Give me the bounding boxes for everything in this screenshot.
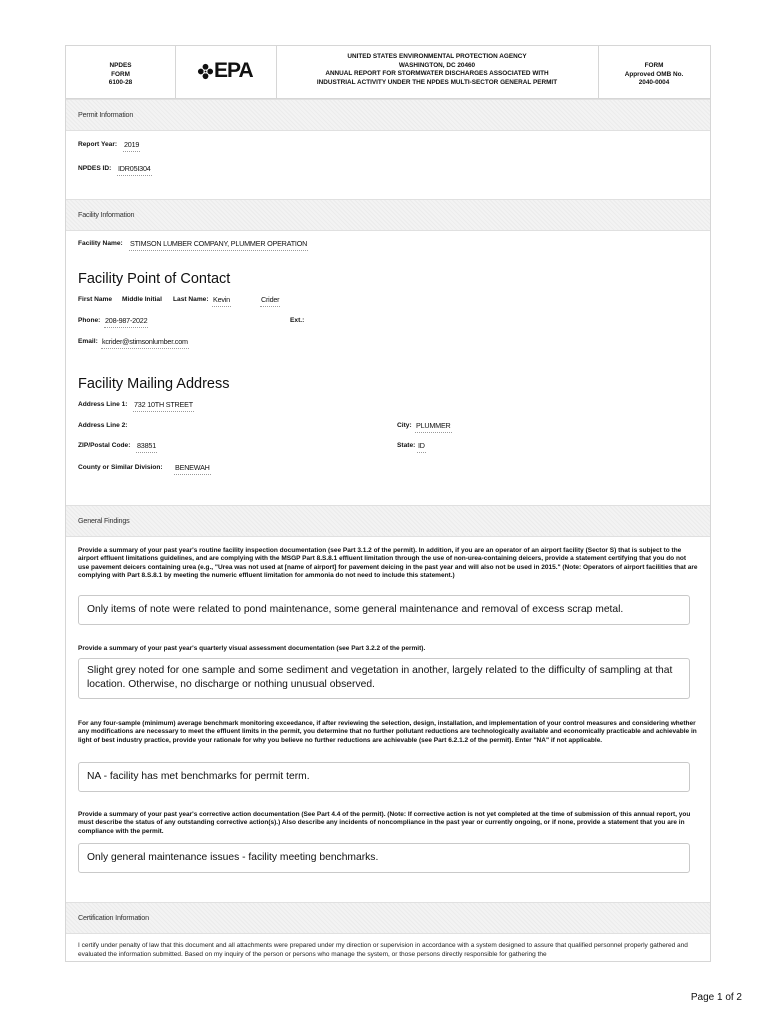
agency-line: UNITED STATES ENVIRONMENTAL PROTECTION AGENCY bbox=[347, 53, 527, 60]
inspection-summary-answer[interactable]: Only items of note were related to pond maintenance, some general maintenance and removal of excess scrap metal. bbox=[78, 595, 690, 625]
certification-section-header bbox=[66, 902, 710, 934]
benchmark-exceedance-question: For any four-sample (minimum) average benchmark monitoring exceedance, if after reviewing the selection, design, installation, and implementation of your control measures and considering whether any modifications are necessary to meet the effluent limits in the permit, you determine that no further pollutant reductions are technologically available and economically practicable and achievable in light of best industry practice, provide your rationale for why you believe no further reductions are achievable (see Part 6.2.1.2 of the permit). Enter "NA" if not applicable. bbox=[78, 720, 697, 744]
general-findings-section-header bbox=[66, 505, 710, 537]
approval-line: Approved OMB No. bbox=[624, 70, 684, 78]
inspection-summary-question: Provide a summary of your past year's routine facility inspection documentation (see Part 3.1.2 of the permit). In addition, if you are an operator of an airport facility (Sector S) that is subject to the airport effluent limitations guidelines, and are complying with the MSGP Part 8.S.8.1 effluent limitation through the use of non-urea-containing deicers, provide a statement certifying that you do not use pavement deicers containing urea (e.g., "Urea was not used at [name of airport] for pavement deicing in the past year and will also not be used in 2015." (Note: Operators of airport facilities that are complying with Part 8.S.8.1 by meeting the numeric effluent limitation for ammonia do not need to include this statement.) bbox=[78, 547, 698, 580]
address-line-2-label: Address Line 2: bbox=[78, 422, 128, 429]
form-id-cell bbox=[66, 46, 176, 98]
point-of-contact-title: Facility Point of Contact bbox=[78, 271, 231, 287]
county-label: County or Similar Division: bbox=[78, 464, 163, 471]
npdes-id-label: NPDES ID: bbox=[78, 165, 112, 172]
report-year-label: Report Year: bbox=[78, 141, 118, 148]
first-name-label: First Name bbox=[78, 296, 113, 303]
approval-cell bbox=[598, 46, 710, 98]
facility-name-label: Facility Name: bbox=[78, 240, 123, 247]
corrective-action-question: Provide a summary of your past year's corrective action documentation (See Part 4.4 of the permit). (Note: If corrective action is not yet completed at the time of submission of this annual report, you must describe the status of any outstanding corrective action(s).) Also describe any incidents of noncompliance in the past year or currently ongoing, or if none, provide a statement that you are in compliance with the permit. bbox=[78, 811, 691, 835]
mailing-address-title: Facility Mailing Address bbox=[78, 376, 230, 392]
logo-cell bbox=[175, 46, 277, 98]
approval-line: FORM bbox=[644, 62, 664, 69]
ext-label: Ext.: bbox=[290, 317, 305, 324]
page-number: Page 1 of 2 bbox=[690, 992, 742, 1003]
permit-information-section-header bbox=[66, 99, 710, 131]
last-name-label: Last Name: bbox=[173, 296, 209, 303]
phone-label: Phone: bbox=[78, 317, 101, 324]
first-name-value: Kevin bbox=[212, 295, 231, 307]
report-year-value: 2019 bbox=[123, 140, 140, 152]
benchmark-exceedance-answer[interactable]: NA - facility has met benchmarks for permit term. bbox=[78, 762, 690, 792]
address-line-1-label: Address Line 1: bbox=[78, 401, 128, 408]
city-value: PLUMMER bbox=[415, 421, 452, 433]
npdes-id-value: IDR05I304 bbox=[117, 164, 152, 176]
visual-assessment-question: Provide a summary of your past year's quarterly visual assessment documentation (see Part 3.2.2 of the permit). bbox=[78, 645, 426, 652]
agency-line: ANNUAL REPORT FOR STORMWATER DISCHARGES ASSOCIATED WITH bbox=[325, 70, 549, 78]
agency-line: INDUSTRIAL ACTIVITY UNDER THE NPDES MULTI-SECTOR GENERAL PERMIT bbox=[316, 78, 558, 86]
zip-value: 83851 bbox=[136, 441, 157, 453]
county-value: BENEWAH bbox=[174, 463, 211, 475]
city-label: City: bbox=[397, 422, 412, 429]
section-label: Certification Information bbox=[78, 913, 149, 922]
email-label: Email: bbox=[78, 338, 98, 345]
epa-logo bbox=[197, 61, 253, 81]
agency-line: WASHINGTON, DC 20460 bbox=[398, 61, 476, 69]
facility-name-value: STIMSON LUMBER COMPANY, PLUMMER OPERATION bbox=[129, 239, 308, 251]
form-id-line: 6100-28 bbox=[108, 79, 133, 87]
epa-wordmark: EPA bbox=[214, 59, 253, 82]
section-label: Facility Information bbox=[78, 210, 135, 219]
state-label: State: bbox=[397, 442, 416, 449]
section-label: Permit Information bbox=[78, 110, 134, 119]
section-label: General Findings bbox=[78, 516, 130, 525]
agency-cell bbox=[276, 46, 599, 98]
state-value: ID bbox=[417, 441, 426, 453]
phone-value: 208-987-2022 bbox=[104, 316, 148, 328]
epa-flower-icon bbox=[197, 63, 214, 80]
address-line-1-value: 732 10TH STREET bbox=[133, 400, 194, 412]
approval-line: 2040-0004 bbox=[638, 79, 670, 87]
form-header bbox=[66, 46, 710, 99]
form-id-line: FORM bbox=[111, 70, 130, 78]
corrective-action-answer[interactable]: Only general maintenance issues - facility meeting benchmarks. bbox=[78, 843, 690, 873]
email-value: kcrider@stimsonlumber.com bbox=[101, 337, 189, 349]
certification-text: I certify under penalty of law that this document and all attachments were prepared under my direction or supervision in accordance with a system designed to assure that qualified personnel properly gathered and evaluated the information submitted. Based on my inquiry of the person or persons who manage the system, or those persons directly responsible for gathering the bbox=[78, 942, 688, 958]
form-page bbox=[65, 45, 711, 962]
last-name-value: Crider bbox=[260, 295, 280, 307]
form-id-line: NPDES bbox=[109, 62, 132, 69]
middle-initial-label: Middle Initial bbox=[122, 296, 162, 303]
visual-assessment-answer[interactable]: Slight grey noted for one sample and some sediment and vegetation in another, largely related to the difficulty of sampling at that location. Otherwise, no discharge or nothing unusual observed. bbox=[78, 658, 690, 699]
zip-label: ZIP/Postal Code: bbox=[78, 442, 131, 449]
facility-information-section-header bbox=[66, 199, 710, 231]
